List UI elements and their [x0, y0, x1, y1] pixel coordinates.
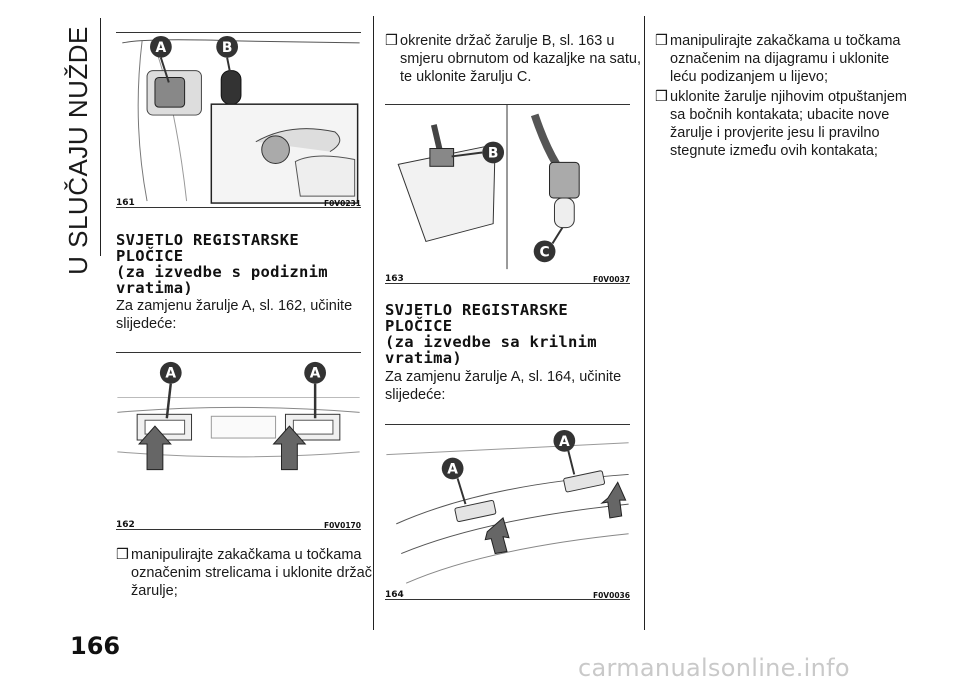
figure-161 — [116, 32, 361, 208]
instruction-bullet: ❒ manipulirajte zakačkama u točkama označenim strelicama i uklonite držač žarulje; — [116, 547, 372, 599]
figure-code: F0V0231 — [323, 199, 361, 208]
label-a-right: A — [558, 433, 570, 450]
watermark: carmanualsonline.info — [578, 654, 850, 682]
intro-text: Za zamjenu žarulje A, sl. 164, učinite slijedeće: — [385, 369, 622, 403]
figure-number: 163 — [385, 274, 404, 284]
figure-161-illustration — [116, 33, 361, 207]
label-a-left: A — [447, 461, 458, 478]
checkbox-icon: ❒ — [116, 547, 129, 563]
label-a: A — [155, 39, 167, 56]
heading-wing-doors: SVJETLO REGISTARSKE PLOČICE (za izvedbe sa krilnim vratima) — [385, 301, 597, 367]
figure-code: F0V0037 — [592, 275, 630, 284]
instruction-bullet: ❒ manipulirajte zakačkama u točkama označenim na dijagramu i uklonite leću podizanjem u lijevo; — [655, 33, 901, 85]
checkbox-icon: ❒ — [655, 33, 668, 49]
checkbox-icon: ❒ — [655, 89, 668, 105]
label-c: C — [539, 244, 550, 261]
figure-164 — [385, 424, 630, 600]
figure-code: F0V0170 — [323, 521, 361, 530]
figure-number: 162 — [116, 520, 135, 530]
figure-164-illustration — [385, 425, 630, 599]
label-b: B — [221, 39, 233, 56]
instruction-bullet: ❒ uklonite žarulje njihovim otpuštanjem sa bočnih kontakata; ubacite nove žarulje i provjerite jesu li pravilno stegnute između ovih kontakata; — [655, 89, 907, 159]
section-title: U SLUČAJU NUŽDE — [62, 25, 93, 275]
intro-text: Za zamjenu žarulje A, sl. 162, učinite slijedeće: — [116, 298, 353, 332]
figure-number: 161 — [116, 198, 135, 208]
label-b: B — [487, 145, 499, 162]
checkbox-icon: ❒ — [385, 33, 398, 49]
figure-163-illustration — [385, 105, 630, 283]
column-divider-1 — [373, 16, 374, 630]
heading-lift-gate: SVJETLO REGISTARSKE PLOČICE (za izvedbe s podiznim vratima) — [116, 231, 328, 297]
figure-code: F0V0036 — [592, 591, 630, 600]
figure-163 — [385, 104, 630, 284]
label-a-left: A — [165, 365, 177, 382]
column-divider-2 — [644, 16, 645, 630]
figure-number: 164 — [385, 590, 404, 600]
figure-162-illustration — [116, 353, 361, 529]
section-rule — [100, 18, 101, 256]
figure-162 — [116, 352, 361, 530]
label-a-right: A — [309, 365, 321, 382]
page-number: 166 — [70, 632, 121, 660]
instruction-bullet: ❒ okrenite držač žarulje B, sl. 163 u smjeru obrnutom od kazaljke na satu, te uklonite žarulju C. — [385, 33, 641, 85]
